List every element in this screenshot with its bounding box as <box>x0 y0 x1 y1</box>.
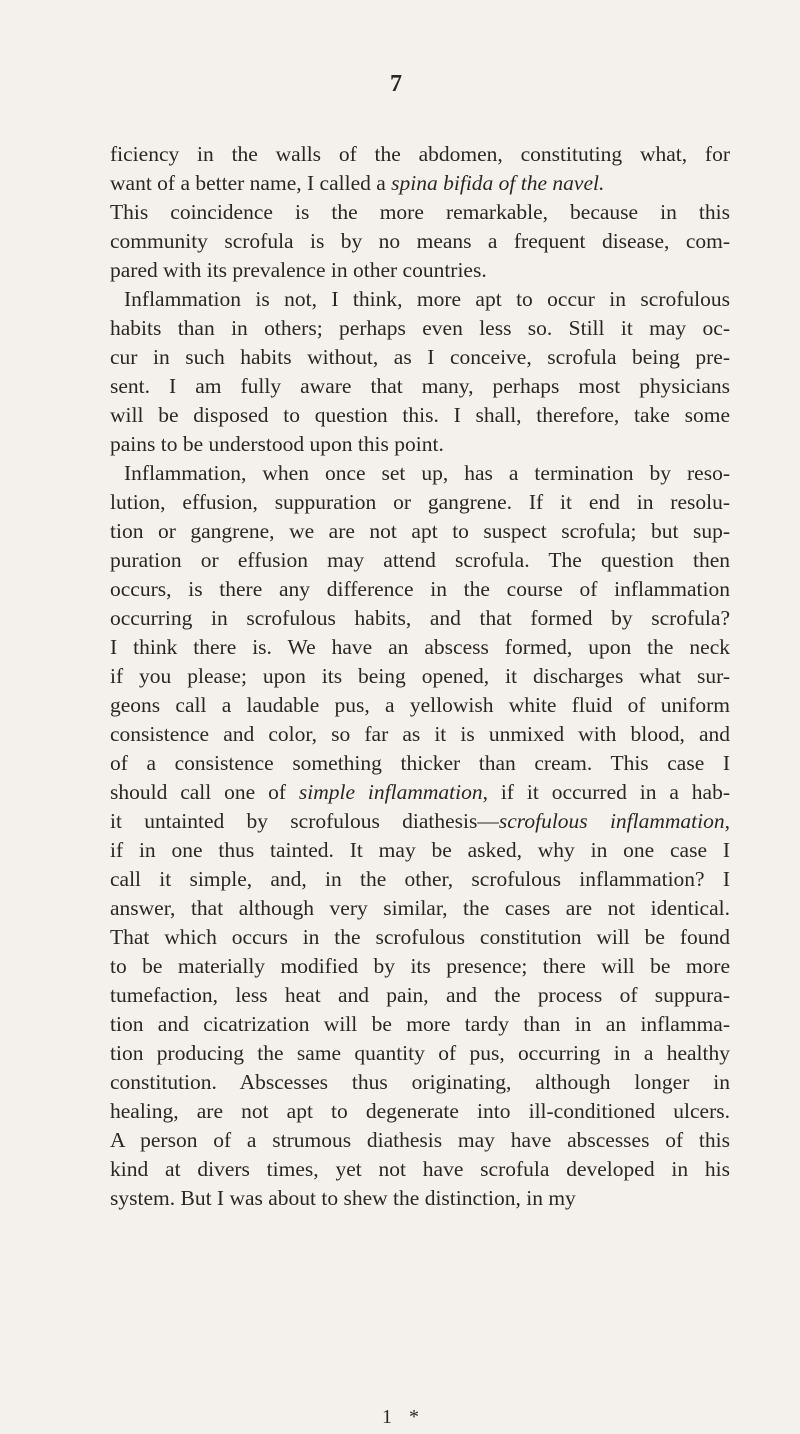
text-line <box>110 1155 730 1184</box>
text-run: call it simple, and, in the other, scrofulous inflammation? I <box>110 867 730 891</box>
text-run: This coincidence is the more remarkable, because in this <box>110 200 730 224</box>
text-line <box>110 517 730 546</box>
text-line <box>110 836 730 865</box>
text-line <box>110 662 730 691</box>
text-run: , if it occurred in a hab- <box>482 780 731 804</box>
text-line <box>110 807 730 836</box>
text-line <box>110 1039 730 1068</box>
text-line <box>110 198 730 227</box>
text-run: kind at divers times, yet not have scrofula developed in his <box>110 1157 730 1181</box>
text-line <box>110 981 730 1010</box>
text-run: of a consistence something thicker than cream. This case I <box>110 751 730 775</box>
text-run: to be materially modified by its presence; there will be more <box>110 954 730 978</box>
text-run: sent. I am fully aware that many, perhaps most physicians <box>110 374 730 398</box>
text-line <box>110 285 730 314</box>
text-run: ficiency in the walls of the abdomen, constituting what, for <box>110 142 730 166</box>
text-line <box>110 865 730 894</box>
body-text <box>110 140 730 1213</box>
text-line <box>110 778 730 807</box>
text-line <box>110 923 730 952</box>
text-run: Inflammation, when once set up, has a termination by reso- <box>124 461 730 485</box>
text-line <box>110 372 730 401</box>
text-line <box>110 894 730 923</box>
text-line <box>110 575 730 604</box>
text-line <box>110 169 730 198</box>
text-run: system. But I was about to shew the distinction, in my <box>110 1186 576 1210</box>
text-run: answer, that although very similar, the cases are not identical. <box>110 896 730 920</box>
text-run: constitution. Abscesses thus originating, although longer in <box>110 1070 730 1094</box>
text-line <box>110 256 730 285</box>
text-run: healing, are not apt to degenerate into ill-conditioned ulcers. <box>110 1099 730 1123</box>
text-line <box>110 720 730 749</box>
text-line <box>110 430 730 459</box>
text-line <box>110 1184 730 1213</box>
text-run: will be disposed to question this. I shall, therefore, take some <box>110 403 730 427</box>
italic-text-run: simple inflammation <box>298 780 483 804</box>
text-run: want of a better name, I called a <box>110 171 392 195</box>
text-line <box>110 1010 730 1039</box>
signature-mark: 1 * <box>382 1406 425 1428</box>
text-line <box>110 1097 730 1126</box>
text-run: lution, effusion, suppuration or gangrene. If it end in resolu- <box>110 490 730 514</box>
text-line <box>110 1126 730 1155</box>
text-run: geons call a laudable pus, a yellowish white fluid of uniform <box>110 693 730 717</box>
text-run: pains to be understood upon this point. <box>110 432 444 456</box>
text-run: occurring in scrofulous habits, and that formed by scrofula? <box>110 606 730 630</box>
text-run: should call one of <box>110 780 299 804</box>
text-run: occurs, is there any difference in the course of inflammation <box>110 577 730 601</box>
italic-text-run: scrofulous inflammation <box>498 809 725 833</box>
text-line <box>110 140 730 169</box>
text-run: it untainted by scrofulous diathesis— <box>110 809 499 833</box>
text-run: puration or effusion may attend scrofula. The question then <box>110 548 730 572</box>
text-run: tumefaction, less heat and pain, and the process of suppura- <box>110 983 730 1007</box>
text-run: pared with its prevalence in other countries. <box>110 258 487 282</box>
text-line <box>110 749 730 778</box>
text-line <box>110 227 730 256</box>
text-run: tion or gangrene, we are not apt to suspect scrofula; but sup- <box>110 519 730 543</box>
text-run: consistence and color, so far as it is unmixed with blood, and <box>110 722 730 746</box>
text-run: if you please; upon its being opened, it discharges what sur- <box>110 664 730 688</box>
text-line <box>110 691 730 720</box>
text-run: A person of a strumous diathesis may have abscesses of this <box>110 1128 730 1152</box>
text-line <box>110 343 730 372</box>
text-line <box>110 546 730 575</box>
text-run: Inflammation is not, I think, more apt to occur in scrofulous <box>124 287 730 311</box>
text-line <box>110 314 730 343</box>
text-run: I think there is. We have an abscess formed, upon the neck <box>110 635 730 659</box>
text-run: cur in such habits without, as I conceive, scrofula being pre- <box>110 345 730 369</box>
text-run: tion and cicatrization will be more tardy than in an inflamma- <box>110 1012 730 1036</box>
text-line <box>110 401 730 430</box>
page-number: 7 <box>390 71 402 97</box>
text-run: That which occurs in the scrofulous constitution will be found <box>110 925 730 949</box>
text-line <box>110 952 730 981</box>
text-run: if in one thus tainted. It may be asked, why in one case I <box>110 838 730 862</box>
text-run: habits than in others; perhaps even less so. Still it may oc- <box>110 316 730 340</box>
text-line <box>110 459 730 488</box>
text-run: , <box>724 809 730 833</box>
text-line <box>110 633 730 662</box>
text-run: tion producing the same quantity of pus, occurring in a healthy <box>110 1041 730 1065</box>
text-line <box>110 1068 730 1097</box>
text-run: community scrofula is by no means a frequent disease, com- <box>110 229 730 253</box>
text-line <box>110 604 730 633</box>
italic-text-run: spina bifida of the navel. <box>391 171 605 195</box>
text-line <box>110 488 730 517</box>
